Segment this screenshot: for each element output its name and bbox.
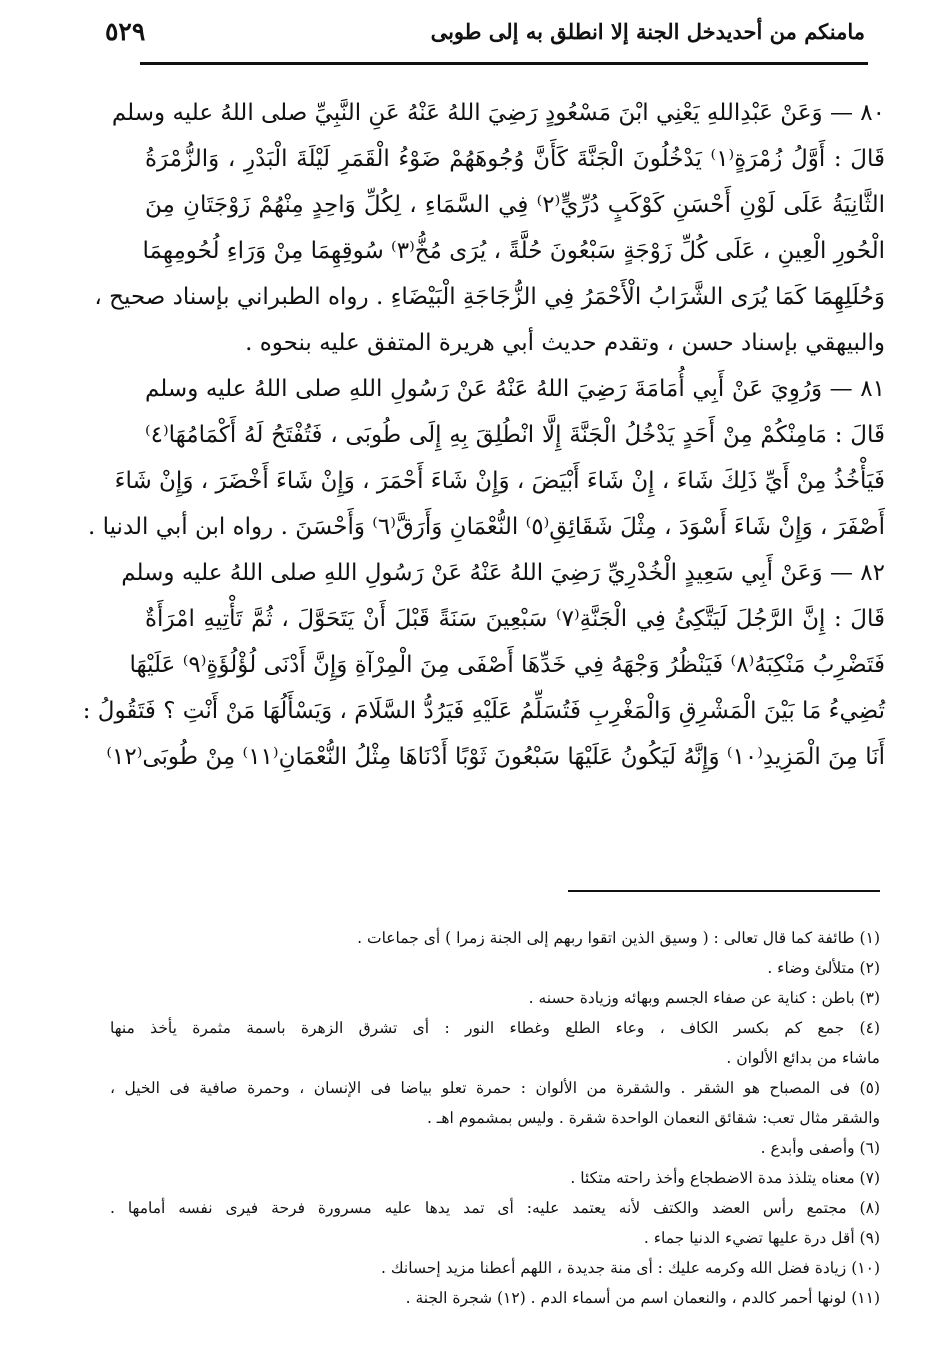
footnote-line: (١١) لونها أحمر كالدم ، والنعمان اسم من أسماء الدم . (١٢) شجرة الجنة . [405,1289,880,1307]
text-line: الْحُورِ الْعِينِ ، عَلَى كُلِّ زَوْجَةٍ سَبْعُونَ حُلَّةً ، يُرَى مُخُّ⁽٣⁾ سُوقِهِمَا مِنْ وَرَاءِ لُحُومِهِمَا [142,238,885,264]
text-line: تُضِيءُ مَا بَيْنَ الْمَشْرِقِ وَالْمَغْرِبِ فَتُسَلِّمُ عَلَيْهِ فَيَرُدُّ السَّلَامَ ، وَيَسْأَلُهَا مَنْ أَنْتِ ؟ فَتَقُولُ : [82,698,885,724]
footnote-line: والشقر مثال تعب: شقائق النعمان الواحدة شقرة . وليس بمشموم اهـ . [426,1109,880,1127]
page-header [105,0,865,62]
text-line: فَتَضْرِبُ مَنْكِبَهُ⁽٨⁾ فَيَنْظُرُ وَجْهَهُ فِي خَدِّهَا أَصْفَى مِنَ الْمِرْآةِ وَإِنَّ أَدْنَى لُؤْلُؤَةٍ⁽٩⁾ عَلَيْهَا [129,652,885,678]
hadith-80 [94,90,885,366]
footnote-line: (٨) مجتمع رأس العضد والكتف لأنه يعتمد عليه: أى تمد يدها عليه مسرورة فرحة فيرى نفسه أمامها . [110,1199,880,1217]
header-rule [140,62,868,65]
running-title: مامنكم من أحديدخل الجنة إلا انطلق به إلى طوبى [430,18,865,44]
footnote-line: (٣) باطن : كناية عن صفاء الجسم وبهائه وزيادة حسنه . [528,989,880,1007]
footnote-line: (٢) متلألئ وضاء . [767,959,880,977]
text-line: فَيَأْخُذُ مِنْ أَيِّ ذَلِكَ شَاءَ ، إِنْ شَاءَ أَبْيَضَ ، وَإِنْ شَاءَ أَحْمَرَ ، وَإِنْ شَاءَ أَخْضَرَ ، وَإِنْ شَاءَ [114,468,885,494]
main-text [82,90,885,780]
footnote-line: (٥) فى المصباح هو الشقر . والشقرة من الألوان : حمرة تعلو بياضا فى الإنسان ، وحمرة صافية فى الخيل ، [110,1079,880,1097]
text-line: والبيهقي بإسناد حسن ، وتقدم حديث أبي هريرة المتفق عليه بنحوه . [245,330,885,356]
footnote-line: (٩) أقل درة عليها تضيء الدنيا جماء . [643,1229,880,1247]
text-line: أَنَا مِنَ الْمَزِيدِ⁽١٠⁾ وَإِنَّهُ لَيَكُونُ عَلَيْهَا سَبْعُونَ ثَوْبًا أَدْنَاهَا مِثْلُ النُّعْمَانِ⁽١١⁾ مِنْ طُوبَى⁽١٢⁾ [106,744,885,770]
footnote-line: (٤) جمع كم بكسر الكاف ، وعاء الطلع وغطاء النور : أى تشرق الزهرة باسمة مثمرة يأخذ منها [110,1019,880,1037]
text-line: قَالَ : أَوَّلُ زُمْرَةٍ⁽١⁾ يَدْخُلُونَ الْجَنَّةَ كَأَنَّ وُجُوهَهُمْ ضَوْءُ الْقَمَرِ لَيْلَةَ الْبَدْرِ ، وَالزُّمْرَةُ [145,146,885,172]
text-line: ٨١ — وَرُوِيَ عَنْ أَبِي أُمَامَةَ رَضِيَ اللهُ عَنْهُ عَنْ رَسُولِ اللهِ صلى اللهُ عليه وسلم [145,376,885,402]
footnote-line: (١) طائفة كما قال تعالى : ( وسيق الذين اتقوا ربهم إلى الجنة زمرا ) أى جماعات . [357,929,880,947]
page-number: ٥٢٩ [105,16,146,46]
text-line: وَحُلَلِهِمَا كَمَا يُرَى الشَّرَابُ الْأَحْمَرُ فِي الزُّجَاجَةِ الْبَيْضَاءِ . رواه الطبراني بإسناد صحيح ، [94,284,885,310]
footnote-separator [568,890,880,892]
footnote-line: (١٠) زيادة فضل الله وكرمه عليك : أى منة جديدة ، اللهم أعطنا مزيد إحسانك . [380,1259,880,1277]
text-line: ٨٠ — وَعَنْ عَبْدِاللهِ يَعْنِي ابْنَ مَسْعُودٍ رَضِيَ اللهُ عَنْهُ عَنِ النَّبِيِّ صلى اللهُ عليه وسلم [111,100,885,126]
hadith-81 [87,366,885,550]
text-line: ٨٢ — وَعَنْ أَبِي سَعِيدٍ الْخُدْرِيِّ رَضِيَ اللهُ عَنْهُ عَنْ رَسُولِ اللهِ صلى اللهُ عليه وسلم [121,560,885,586]
text-line: قَالَ : إِنَّ الرَّجُلَ لَيَتَّكِئُ فِي الْجَنَّةِ⁽٧⁾ سَبْعِينَ سَنَةً قَبْلَ أَنْ يَتَحَوَّلَ ، ثُمَّ تَأْتِيهِ امْرَأَةٌ [145,606,885,632]
footnote-line: (٦) وأصفى وأبدع . [760,1139,880,1157]
hadith-82 [82,550,885,780]
text-line: الثَّانِيَةُ عَلَى لَوْنِ أَحْسَنِ كَوْكَبٍ دُرِّيٍّ⁽٢⁾ فِي السَّمَاءِ ، لِكُلِّ وَاحِدٍ مِنْهُمْ زَوْجَتَانِ مِنَ [145,192,885,218]
footnote-line: (٧) معناه يتلذذ مدة الاضطجاع وأخذ راحته متكئا . [570,1169,880,1187]
footnote-line: ماشاء من بدائع الألوان . [726,1049,880,1067]
footnotes [110,923,880,1313]
text-line: قَالَ : مَامِنْكُمْ مِنْ أَحَدٍ يَدْخُلُ الْجَنَّةَ إِلَّا انْطُلِقَ بِهِ إِلَى طُوبَى ، فَتُفْتَحُ لَهُ أَكْمَامُهَا⁽٤⁾ [145,422,885,448]
text-line: أَصْفَرَ ، وَإِنْ شَاءَ أَسْوَدَ ، مِثْلَ شَقَائِقِ⁽٥⁾ النُّعْمَانِ وَأَرَقَّ⁽٦⁾ وَأَحْسَنَ . رواه ابن أبي الدنيا . [87,514,885,540]
